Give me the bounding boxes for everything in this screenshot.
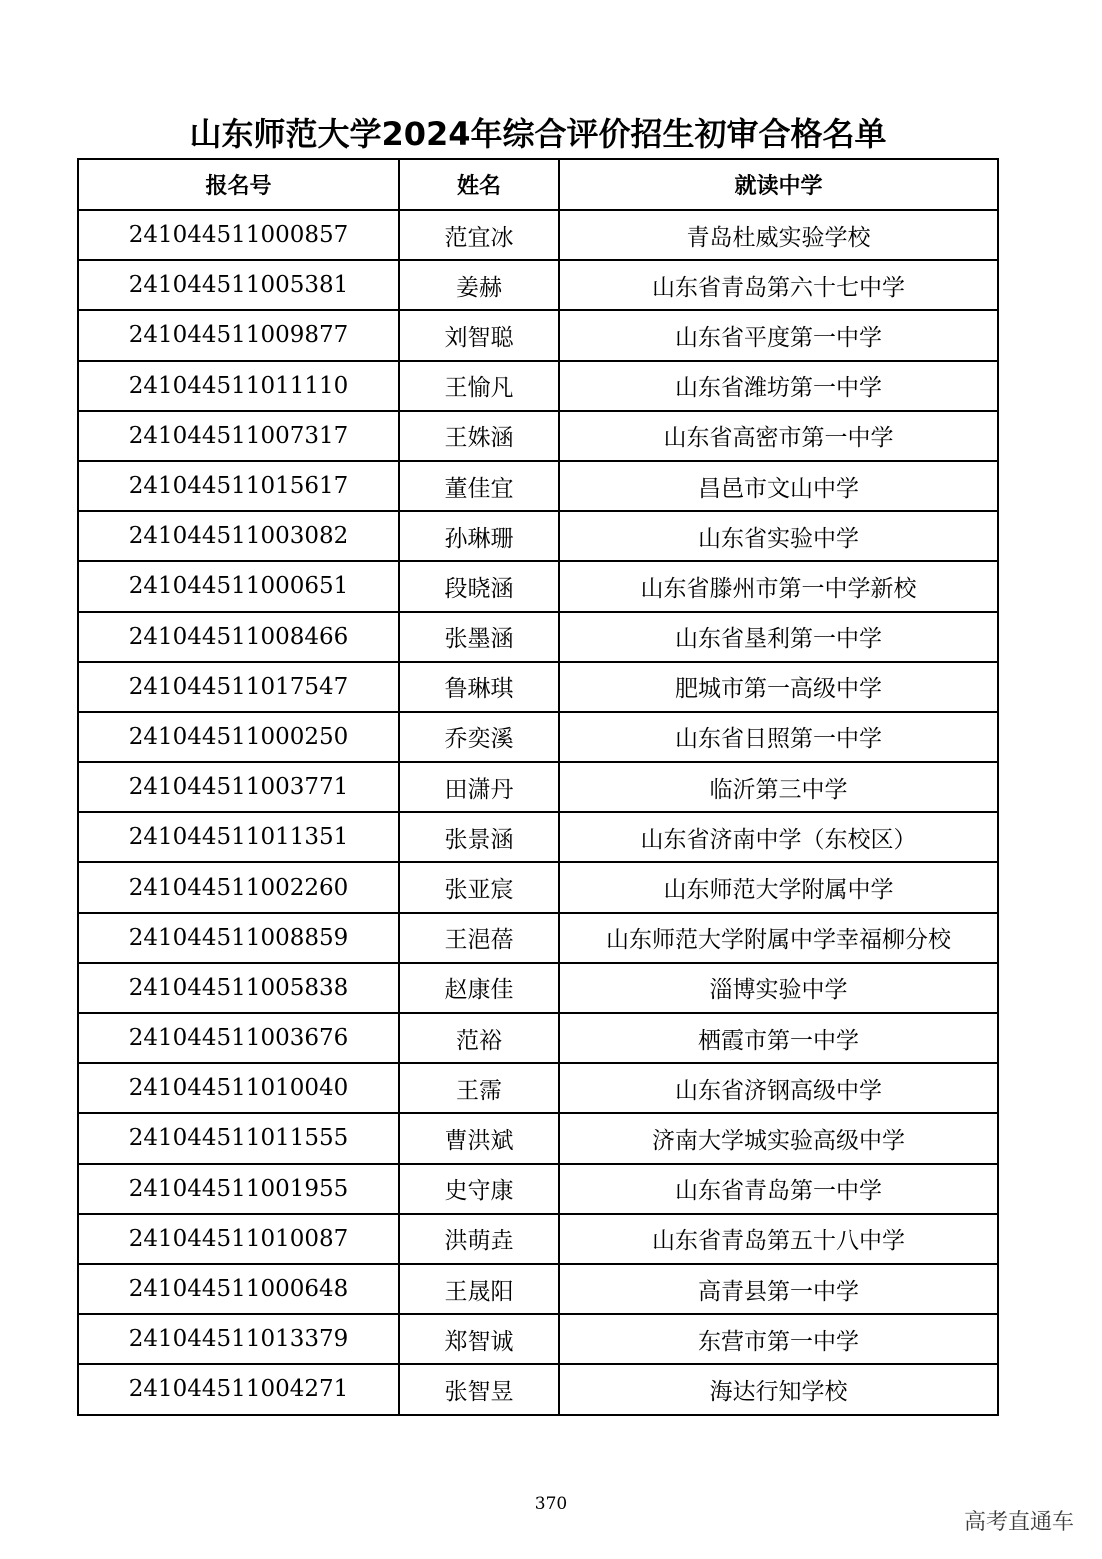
cell-name: 范宜冰 <box>399 210 559 260</box>
table-row <box>78 411 998 461</box>
cell-name: 范裕 <box>399 1013 559 1063</box>
cell-school: 肥城市第一高级中学 <box>559 662 998 712</box>
table-row <box>78 260 998 310</box>
page-number: 370 <box>534 1494 568 1514</box>
table-row <box>78 310 998 360</box>
cell-school: 昌邑市文山中学 <box>559 461 998 511</box>
cell-registration-number: 241044511004271 <box>78 1364 399 1414</box>
cell-registration-number: 241044511009877 <box>78 310 399 360</box>
cell-registration-number: 241044511010040 <box>78 1063 399 1113</box>
table-row <box>78 1113 998 1163</box>
document-title: 山东师范大学2024年综合评价招生初审合格名单 <box>189 115 887 153</box>
cell-name: 张墨涵 <box>399 612 559 662</box>
cell-name: 刘智聪 <box>399 310 559 360</box>
cell-name: 郑智诚 <box>399 1314 559 1364</box>
table-row <box>78 210 998 260</box>
cell-registration-number: 241044511000651 <box>78 561 399 611</box>
table-row <box>78 461 998 511</box>
table-row <box>78 913 998 963</box>
table-row <box>78 1214 998 1264</box>
cell-registration-number: 241044511003676 <box>78 1013 399 1063</box>
cell-school: 山东省青岛第六十七中学 <box>559 260 998 310</box>
cell-school: 海达行知学校 <box>559 1364 998 1414</box>
cell-name: 王姝涵 <box>399 411 559 461</box>
cell-school: 山东省日照第一中学 <box>559 712 998 762</box>
table-row <box>78 511 998 561</box>
cell-registration-number: 241044511005838 <box>78 963 399 1013</box>
cell-school: 山东省实验中学 <box>559 511 998 561</box>
cell-school: 济南大学城实验高级中学 <box>559 1113 998 1163</box>
cell-school: 栖霞市第一中学 <box>559 1013 998 1063</box>
cell-registration-number: 241044511015617 <box>78 461 399 511</box>
cell-school: 山东省济钢高级中学 <box>559 1063 998 1113</box>
cell-name: 张亚宸 <box>399 862 559 912</box>
header-name: 姓名 <box>399 159 559 210</box>
cell-name: 孙琳珊 <box>399 511 559 561</box>
cell-name: 史守康 <box>399 1164 559 1214</box>
table-row <box>78 612 998 662</box>
cell-registration-number: 241044511003771 <box>78 762 399 812</box>
cell-school: 高青县第一中学 <box>559 1264 998 1314</box>
cell-name: 鲁琳琪 <box>399 662 559 712</box>
cell-name: 姜赫 <box>399 260 559 310</box>
cell-name: 董佳宜 <box>399 461 559 511</box>
cell-registration-number: 241044511011351 <box>78 812 399 862</box>
cell-name: 王愉凡 <box>399 361 559 411</box>
cell-school: 山东省垦利第一中学 <box>559 612 998 662</box>
table-row <box>78 1063 998 1113</box>
cell-name: 王晟阳 <box>399 1264 559 1314</box>
cell-name: 乔奕溪 <box>399 712 559 762</box>
cell-registration-number: 241044511011555 <box>78 1113 399 1163</box>
table-row <box>78 762 998 812</box>
table-body <box>78 210 998 1415</box>
header-registration-number: 报名号 <box>78 159 399 210</box>
cell-registration-number: 241044511001955 <box>78 1164 399 1214</box>
cell-name: 王浥蓓 <box>399 913 559 963</box>
cell-registration-number: 241044511000648 <box>78 1264 399 1314</box>
cell-school: 山东省滕州市第一中学新校 <box>559 561 998 611</box>
cell-school: 青岛杜威实验学校 <box>559 210 998 260</box>
cell-name: 张景涵 <box>399 812 559 862</box>
cell-school: 山东省青岛第一中学 <box>559 1164 998 1214</box>
cell-school: 山东师范大学附属中学幸福柳分校 <box>559 913 998 963</box>
cell-school: 山东省平度第一中学 <box>559 310 998 360</box>
table-row <box>78 712 998 762</box>
cell-name: 田潇丹 <box>399 762 559 812</box>
table-row <box>78 662 998 712</box>
cell-school: 东营市第一中学 <box>559 1314 998 1364</box>
cell-school: 山东省青岛第五十八中学 <box>559 1214 998 1264</box>
cell-registration-number: 241044511002260 <box>78 862 399 912</box>
cell-name: 赵康佳 <box>399 963 559 1013</box>
table-row <box>78 361 998 411</box>
cell-registration-number: 241044511005381 <box>78 260 399 310</box>
cell-school: 山东省潍坊第一中学 <box>559 361 998 411</box>
cell-school: 山东师范大学附属中学 <box>559 862 998 912</box>
cell-school: 山东省高密市第一中学 <box>559 411 998 461</box>
cell-name: 洪萌垚 <box>399 1214 559 1264</box>
table-row <box>78 1164 998 1214</box>
cell-name: 曹洪斌 <box>399 1113 559 1163</box>
table-row <box>78 963 998 1013</box>
cell-school: 山东省济南中学（东校区） <box>559 812 998 862</box>
table-header-row <box>78 159 998 210</box>
cell-registration-number: 241044511017547 <box>78 662 399 712</box>
cell-registration-number: 241044511011110 <box>78 361 399 411</box>
cell-name: 王霈 <box>399 1063 559 1113</box>
table-row <box>78 1314 998 1364</box>
cell-school: 临沂第三中学 <box>559 762 998 812</box>
applicant-table <box>77 158 999 1416</box>
cell-registration-number: 241044511007317 <box>78 411 399 461</box>
cell-name: 张智昱 <box>399 1364 559 1414</box>
cell-registration-number: 241044511008466 <box>78 612 399 662</box>
cell-registration-number: 241044511000250 <box>78 712 399 762</box>
cell-registration-number: 241044511013379 <box>78 1314 399 1364</box>
cell-registration-number: 241044511010087 <box>78 1214 399 1264</box>
table-row <box>78 1013 998 1063</box>
cell-registration-number: 241044511000857 <box>78 210 399 260</box>
watermark: 高考直通车 <box>963 1510 1074 1535</box>
header-school: 就读中学 <box>559 159 998 210</box>
cell-school: 淄博实验中学 <box>559 963 998 1013</box>
table-row <box>78 1264 998 1314</box>
cell-name: 段晓涵 <box>399 561 559 611</box>
table-row <box>78 862 998 912</box>
table-row <box>78 1364 998 1414</box>
cell-registration-number: 241044511003082 <box>78 511 399 561</box>
cell-registration-number: 241044511008859 <box>78 913 399 963</box>
table-row <box>78 812 998 862</box>
table-row <box>78 561 998 611</box>
